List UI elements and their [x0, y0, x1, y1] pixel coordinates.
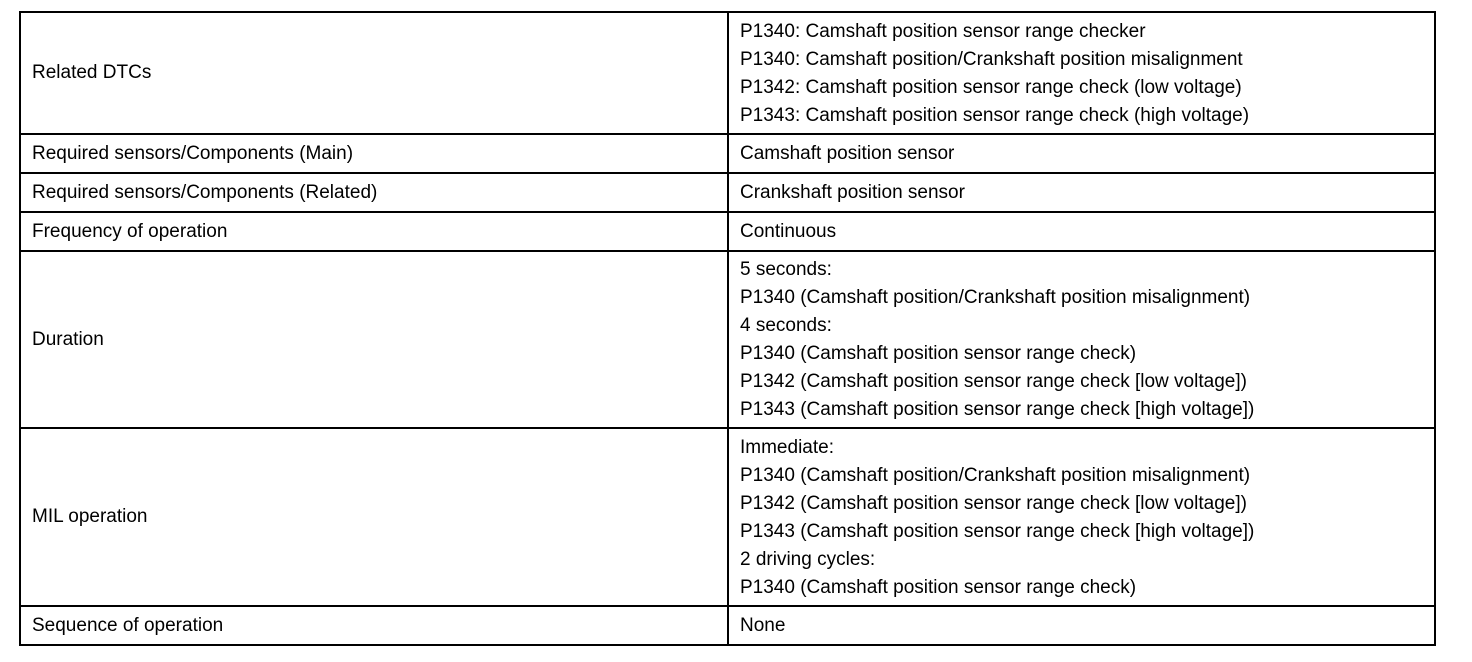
value-line: P1342 (Camshaft position sensor range check [low voltage]): [740, 371, 1247, 392]
table-row: [20, 212, 1435, 251]
table-row: [20, 606, 1435, 645]
row-value: [728, 212, 1435, 251]
row-label: Duration: [20, 251, 728, 428]
value-line: P1340: Camshaft position/Crankshaft position misalignment: [740, 48, 1243, 70]
value-line: P1342 (Camshaft position sensor range check [low voltage]): [740, 492, 1247, 514]
value-line: P1340 (Camshaft position sensor range check): [740, 343, 1137, 364]
value-line: None: [740, 615, 786, 636]
row-label: Required sensors/Components (Main): [20, 134, 728, 173]
table-row: [20, 12, 1435, 134]
row-value: [728, 251, 1435, 428]
value-line: P1340 (Camshaft position sensor range check): [740, 576, 1137, 598]
row-value: [728, 606, 1435, 645]
row-label: MIL operation: [20, 428, 728, 606]
value-line: P1340: Camshaft position sensor range checker: [740, 20, 1146, 42]
row-label: Frequency of operation: [20, 212, 728, 251]
table-row: [20, 134, 1435, 173]
value-line: P1343 (Camshaft position sensor range check [high voltage]): [740, 399, 1255, 420]
row-label: Required sensors/Components (Related): [20, 173, 728, 212]
table-row: [20, 251, 1435, 428]
row-label: Related DTCs: [20, 12, 728, 134]
value-line: P1342: Camshaft position sensor range check (low voltage): [740, 76, 1242, 98]
table-row: [20, 173, 1435, 212]
row-value: [728, 428, 1435, 606]
value-line: Continuous: [740, 221, 837, 242]
table-row: [20, 428, 1435, 606]
row-value: [728, 12, 1435, 134]
value-line: 4 seconds:: [740, 315, 832, 336]
value-line: 5 seconds:: [740, 259, 832, 280]
value-line: P1343: Camshaft position sensor range check (high voltage): [740, 104, 1250, 126]
value-line: Crankshaft position sensor: [740, 182, 965, 203]
value-line: P1340 (Camshaft position/Crankshaft position misalignment): [740, 287, 1251, 308]
value-line: Immediate:: [740, 436, 834, 458]
value-line: 2 driving cycles:: [740, 548, 876, 570]
row-label: Sequence of operation: [20, 606, 728, 645]
value-line: Camshaft position sensor: [740, 143, 955, 164]
row-value: [728, 134, 1435, 173]
value-line: P1343 (Camshaft position sensor range check [high voltage]): [740, 520, 1255, 542]
row-value: [728, 173, 1435, 212]
spec-table: [19, 11, 1436, 646]
value-line: P1340 (Camshaft position/Crankshaft position misalignment): [740, 464, 1251, 486]
